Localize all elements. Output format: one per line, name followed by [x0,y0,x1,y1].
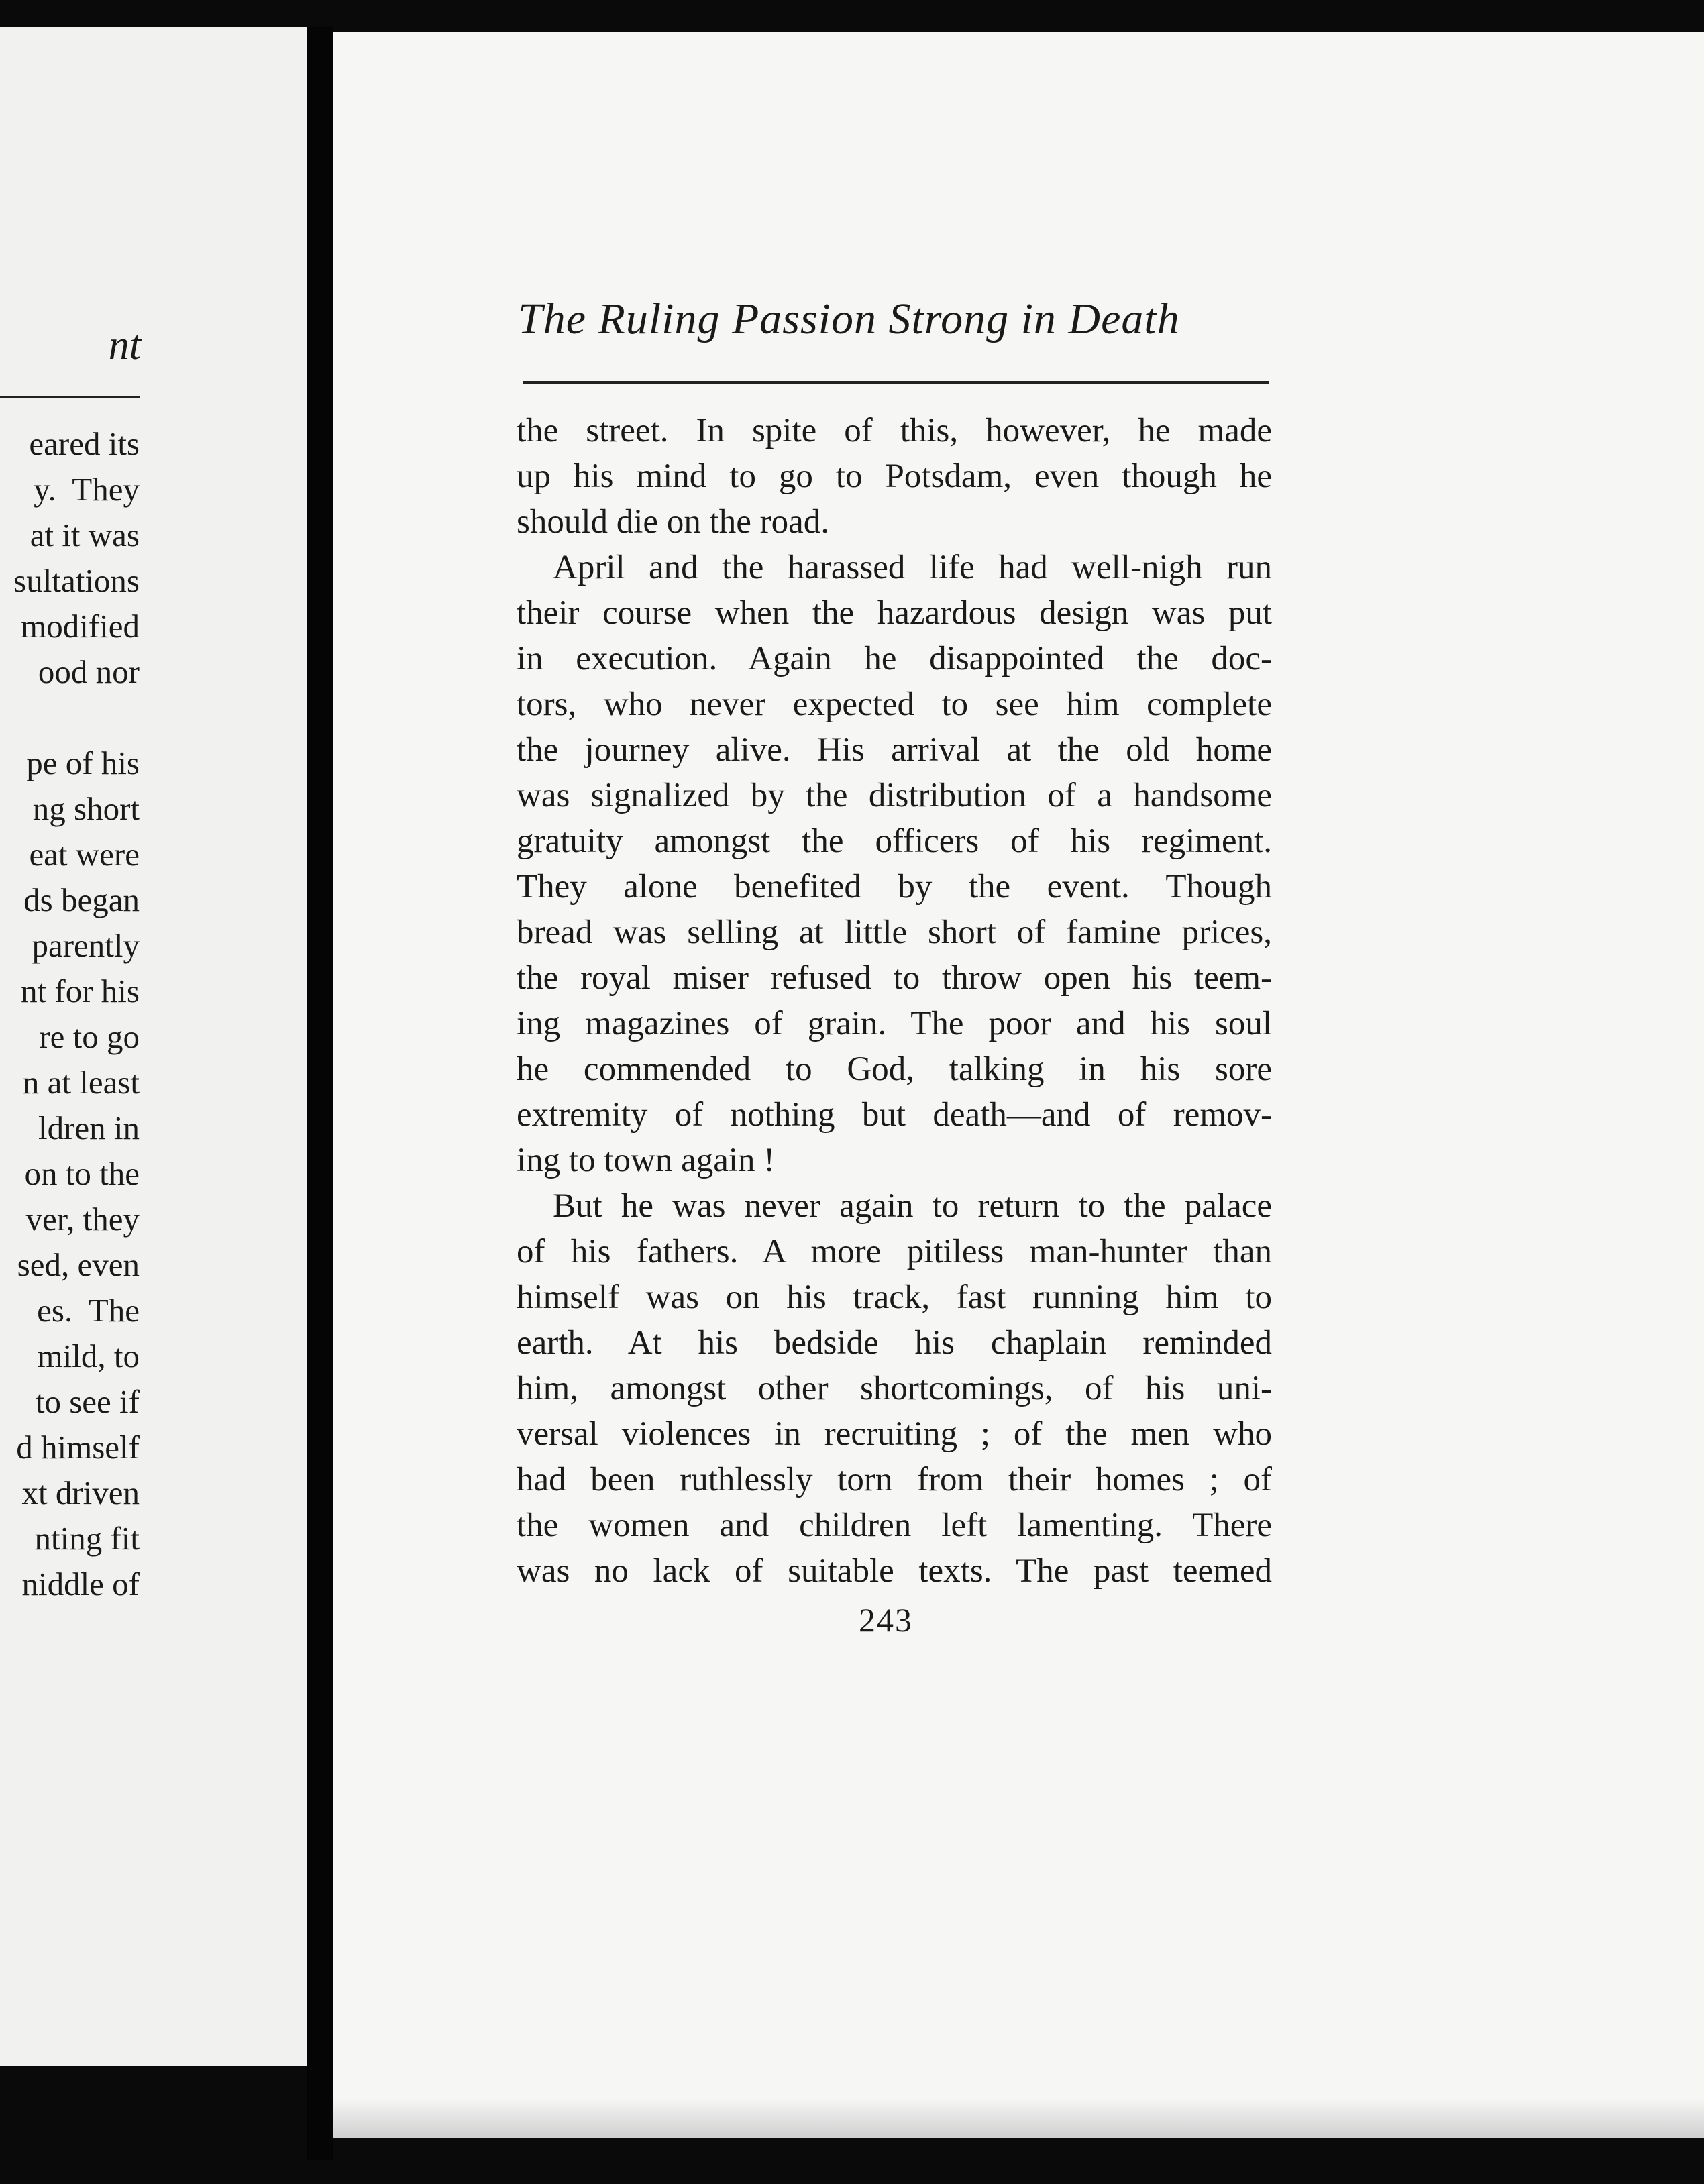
left-text-line: es. The [37,1292,140,1329]
page-edge-shadow [333,2098,1704,2138]
left-text-line: y. They [34,471,140,508]
text-line: ing to town again ! [517,1142,776,1179]
text-line: But he was never again to return to the palace [553,1187,1272,1225]
text-line: versal violences in recruiting ; of the men who [517,1415,1272,1453]
text-line: up his mind to go to Potsdam, even though he [517,457,1272,495]
head-rule [523,381,1269,384]
left-text-line: niddle of [21,1566,140,1602]
body-text [517,408,1272,1594]
left-page [0,27,307,2066]
text-line: he commended to God, talking in his sore [517,1050,1272,1088]
left-text-line: xt driven [21,1474,140,1511]
text-line: himself was on his track, fast running him to [517,1278,1272,1316]
left-text-line: mild, to [37,1337,140,1374]
left-text-line: on to the [24,1155,140,1192]
left-text-line: sultations [13,562,140,599]
text-line: him, amongst other shortcomings, of his uni- [517,1370,1272,1407]
text-line: in execution. Again he disappointed the doc- [517,640,1272,677]
left-text-line [13,695,140,741]
left-text-line: at it was [30,516,140,553]
text-line: bread was selling at little short of famine prices, [517,914,1272,951]
text-line: should die on the road. [517,503,829,541]
left-text-line: ldren in [38,1109,140,1146]
text-line: They alone benefited by the event. Though [517,868,1272,906]
text-line: April and the harassed life had well-nigh run [553,549,1272,586]
text-line: earth. At his bedside his chaplain reminded [517,1324,1272,1362]
page-number: 243 [859,1601,913,1639]
left-head-rule [0,396,140,398]
left-text-line: nting fit [34,1520,140,1557]
text-line: had been ruthlessly torn from their homes ; of [517,1461,1272,1498]
left-text-line: ood nor [38,653,140,690]
text-line: was no lack of suitable texts. The past teemed [517,1552,1272,1590]
left-text-line: re to go [39,1018,140,1055]
left-page-text [13,421,140,1607]
text-line: of his fathers. A more pitiless man-hunter than [517,1233,1272,1270]
text-line: the street. In spite of this, however, he made [517,412,1272,449]
text-line: the women and children left lamenting. There [517,1507,1272,1544]
book-gutter [307,27,333,2160]
left-text-line: pe of his [26,745,140,781]
left-text-line: eared its [29,425,140,462]
left-text-line: modified [21,608,140,645]
left-running-head-fragment: nt [108,323,141,368]
left-text-line: sed, even [17,1246,140,1283]
left-text-line: parently [32,927,140,964]
left-text-line: d himself [16,1429,140,1466]
text-line: the royal miser refused to throw open his teem- [517,959,1272,997]
running-head: The Ruling Passion Strong in Death [518,294,1180,343]
text-line: was signalized by the distribution of a handsome [517,777,1272,814]
text-line: ing magazines of grain. The poor and his soul [517,1005,1272,1042]
left-text-line: to see if [35,1383,140,1420]
text-line: the journey alive. His arrival at the old home [517,731,1272,769]
left-text-line: ng short [32,790,140,827]
text-line: gratuity amongst the officers of his regiment. [517,822,1272,860]
left-text-line: ds began [23,881,140,918]
text-line: extremity of nothing but death—and of remov- [517,1096,1272,1134]
text-line: tors, who never expected to see him complete [517,686,1272,723]
left-text-line: ver, they [25,1201,140,1238]
left-text-line: n at least [22,1064,140,1101]
left-text-line: eat were [29,836,140,873]
text-line: their course when the hazardous design was put [517,594,1272,632]
left-text-line: nt for his [21,973,140,1009]
